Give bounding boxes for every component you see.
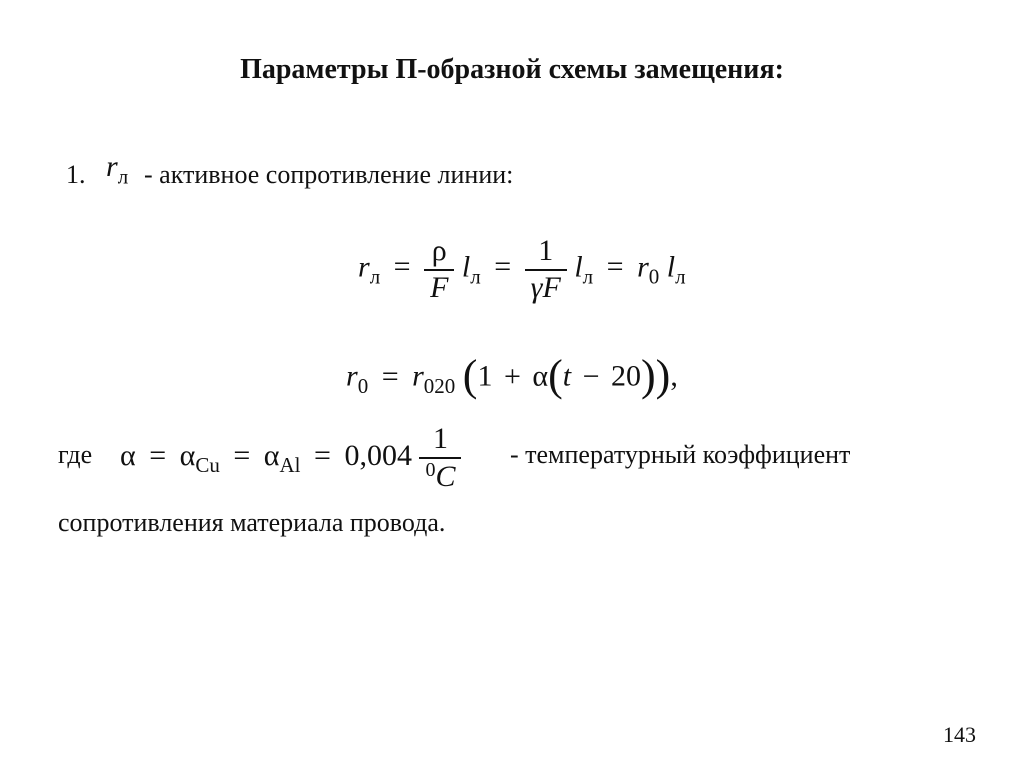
- fraction-rho-over-f: $\frac{\rho}{F}$: [424, 234, 454, 305]
- resistance-symbol: $r_л$: [106, 150, 129, 189]
- fraction-per-degree: $\frac{1}{^0C}$: [419, 422, 461, 494]
- page-title: Параметры П-образной схемы замещения:: [240, 54, 784, 85]
- item-description: - активное сопротивление линии:: [144, 160, 514, 189]
- paren-open-outer: (: [462, 351, 478, 400]
- continuation-text: сопротивления материала провода.: [58, 508, 446, 537]
- paren-close-outer: ): [655, 351, 671, 400]
- where-label: где: [58, 440, 93, 469]
- fraction-one-over-gamma-f: $\frac{1}{\gamma F}$: [525, 234, 567, 305]
- paren-open-inner: (: [548, 351, 563, 400]
- formula-line-alpha: $\alpha = \alpha_{Cu} = \alpha_{Al} = 0,004$ $\frac{1}{^0C}$: [120, 422, 461, 494]
- paren-close-inner: ): [641, 351, 656, 400]
- coefficient-description: - температурный коэффициент: [510, 440, 851, 469]
- formula-line-temperature: $r_0 = r_{020}$ (1 + α(t − 20)),: [346, 351, 678, 400]
- formula-line-resistance: $r_л$ = $\frac{\rho}{F}$ $l_л$ = $\frac{1}{\gamma F}$ $l_л = r_0$ $l_л$: [358, 234, 686, 304]
- item-number: 1.: [66, 160, 86, 189]
- page-number: 143: [943, 722, 976, 747]
